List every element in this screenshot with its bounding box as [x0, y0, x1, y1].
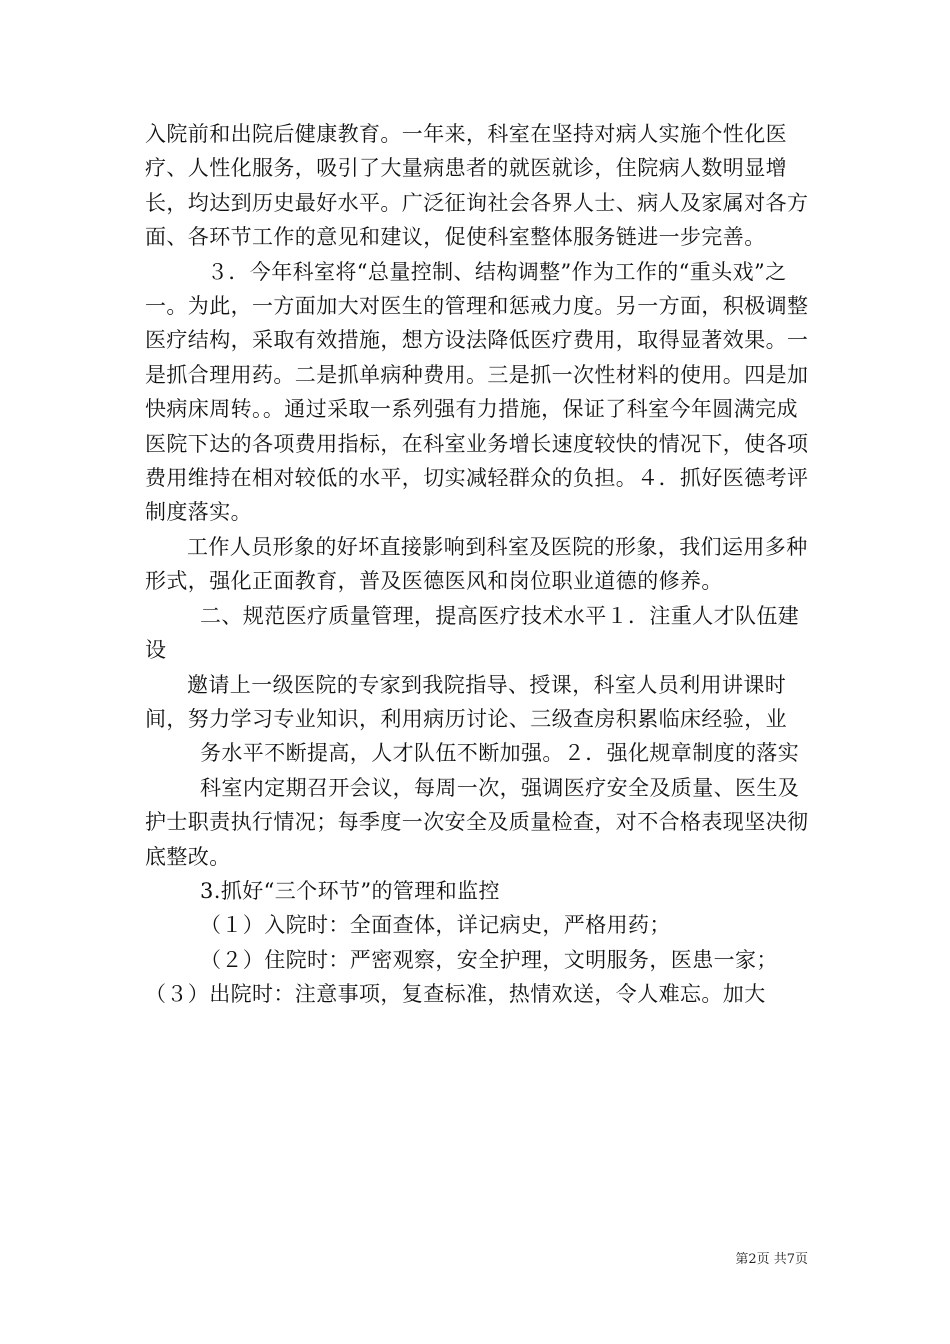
list-item-admission: （１）入院时：全面查体，详记病史，严格用药； — [200, 913, 671, 938]
paragraph-section-two-heading: 二、规范医疗质量管理，提高医疗技术水平１．注重人才队伍建设 — [145, 603, 800, 663]
paragraph-three-links-heading: 3.抓好“三个环节”的管理和监控 — [200, 878, 500, 903]
paragraph-staff-image: 工作人员形象的好坏直接影响到科室及医院的形象，我们运用多种形式，强化正面教育，普及医德医风和岗位职业道德的修养。 — [145, 534, 808, 594]
paragraph-meetings: 科室内定期召开会议，每周一次，强调医疗安全及质量、医生及护士职责执行情况；每季度一次安全及质量检查，对不合格表现坚决彻底整改。 — [145, 775, 809, 869]
paragraph-cost-control: ３．今年科室将“总量控制、结构调整”作为工作的“重头戏”之一。为此，一方面加大对医生的管理和惩戒力度。另一方面，积极调整医疗结构，采取有效措施，想方设法降低医疗费用，取得显著效果。一是抓合理用药。二是抓单病种费用。三是抓一次性材料的使用。四是加快病床周转。。通过采取一系列强有力措施，保证了科室今年圆满完成医院下达的各项费用指标，在科室业务增长速度较快的情况下，使各项费用维持在相对较低的水平，切实减轻群众的负担。４．抓好医德考评制度落实。 — [145, 259, 809, 525]
paragraph-health-education: 入院前和出院后健康教育。一年来，科室在坚持对病人实施个性化医疗、人性化服务，吸引了大量病患者的就医就诊，住院病人数明显增长，均达到历史最好水平。广泛征询社会各界人士、病人及家属对各方面、各环节工作的意见和建议，促使科室整体服务链进一步完善。 — [145, 122, 809, 250]
paragraph-expert-training: 邀请上一级医院的专家到我院指导、授课，科室人员利用讲课时间，努力学习专业知识，利用病历讨论、三级查房积累临床经验，业 — [145, 672, 787, 731]
document-body — [145, 117, 813, 1012]
list-item-discharge: （３）出院时：注意事项，复查标准，热情欢送，令人难忘。加大 — [145, 982, 766, 1007]
list-item-hospitalization: （２）住院时：严密观察，安全护理，文明服务，医患一家； — [200, 947, 778, 972]
page-number: 第2页 共7页 — [735, 1252, 808, 1267]
paragraph-rules-enforcement: 务水平不断提高，人才队伍不断加强。２．强化规章制度的落实 — [200, 741, 800, 766]
